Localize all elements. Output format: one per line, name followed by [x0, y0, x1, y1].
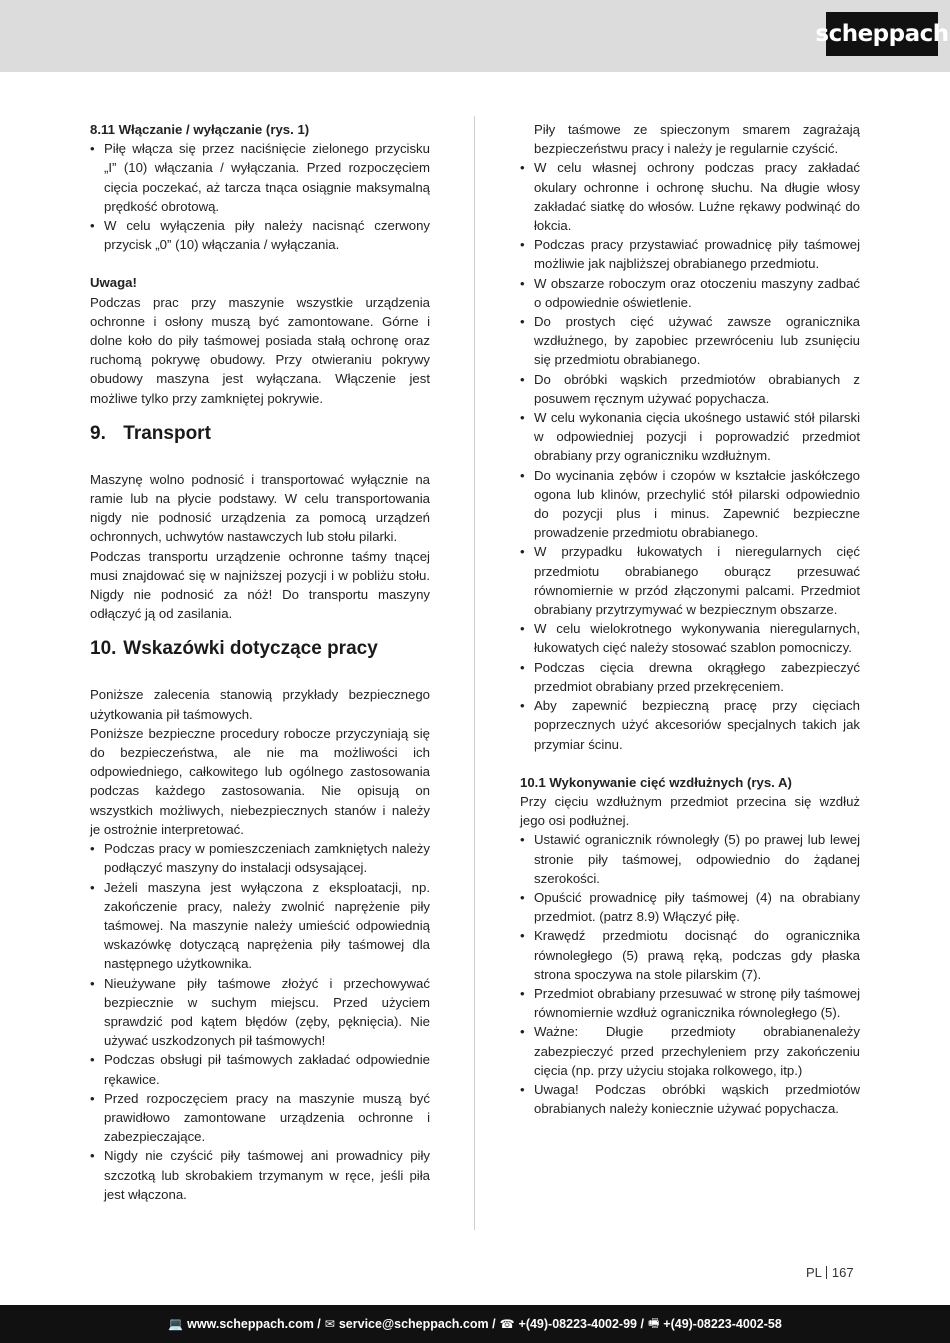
section-10-list — [90, 839, 430, 1204]
list-item: • W celu własnej ochrony podczas pracy zakładać okulary ochronne i ochronę słuchu. Na długie włosy zakładać siatkę do włosów. Luźne rękawy podwinąć do łokcia. — [520, 158, 860, 235]
list-item: • Opuścić prowadnicę piły taśmowej (4) na obrabiany przedmiot. (patrz 8.9) Włączyć piłę. — [520, 888, 860, 926]
section-10-1-list — [520, 830, 860, 1118]
list-item: • Do obróbki wąskich przedmiotów obrabianych z posuwem ręcznym używać popychacza. — [520, 370, 860, 408]
section-8-11-list — [90, 139, 430, 254]
list-item: • Przedmiot obrabiany przesuwać w stronę piły taśmowej równomiernie wzdłuż ogranicznika równoległego (5). — [520, 984, 860, 1022]
list-item: • Podczas cięcia drewna okrągłego zabezpieczyć przedmiot obrabiany przed przekręceniem. — [520, 658, 860, 696]
column-divider — [474, 116, 475, 1230]
computer-icon: 💻 — [168, 1317, 184, 1331]
list-item: • Podczas pracy przystawiać prowadnicę piły taśmowej możliwie jak najbliższej obrabianego przedmiotu. — [520, 235, 860, 273]
footer-bar — [0, 1305, 950, 1343]
footer-email[interactable]: service@scheppach.com / — [338, 1317, 496, 1331]
list-item: • Ustawić ogranicznik równoległy (5) po prawej lub lewej stronie piły taśmowej, odpowiednio do żądanej szerokości. — [520, 830, 860, 888]
paragraph: Piły taśmowe ze spieczonym smarem zagrażają bezpieczeństwu pracy i należy je regularnie czyścić. — [534, 122, 860, 157]
safety-list — [520, 158, 860, 753]
footer-fax: +(49)-08223-4002-58 — [663, 1317, 782, 1331]
list-item: • Ważne: Długie przedmioty obrabianenależy zabezpieczyć przed przechyleniem przy zakończeniu cięcia (np. przy użyciu stojaka rolkowego, itp.) — [520, 1022, 860, 1080]
paragraph: Poniższe bezpieczne procedury robocze przyczyniają się do bezpieczeństwa, ale nie ma możliwości ich odpowiedniego, całkowitego lub ogólnego zastosowania podczas każdego zastosowania. Nie opisują on wszystkich możliwych, niebezpiecznych stanów i należy je ostrożnie interpretować. — [90, 725, 430, 837]
list-item: • Nieużywane piły taśmowe złożyć i przechowywać bezpiecznie w suchym miejscu. Przed użyciem sprawdzić pod kątem błędów (zęby, pęknięcia). Nie używać uszkodzonych pił taśmowych! — [90, 974, 430, 1051]
section-title: Wskazówki dotyczące pracy — [123, 638, 378, 660]
list-item: • Uwaga! Podczas obróbki wąskich przedmiotów obrabianych należy koniecznie używać popychacza. — [520, 1080, 860, 1118]
list-item: • Nigdy nie czyścić piły taśmowej ani prowadnicy piły szczotką lub skrobakiem trzymanym w ręce, jeśli piła jest włączona. — [90, 1146, 430, 1204]
list-item: • W celu wykonania cięcia ukośnego ustawić stół pilarski w odpowiedniej pozycji i poprowadzić przedmiot obrabiany przy ograniczniku wzdłużnym. — [520, 408, 860, 466]
section-8-11-heading: 8.11 Włączanie / wyłączanie (rys. 1) — [90, 122, 310, 137]
list-item: • Do prostych cięć używać zawsze ogranicznika wzdłużnego, by zapobiec przewróceniu lub zsunięciu się przedmiotu obrabianego. — [520, 312, 860, 370]
list-item: • Podczas pracy w pomieszczeniach zamkniętych należy podłączyć maszyny do instalacji odsysającej. — [90, 839, 430, 877]
phone-icon: ☎ — [499, 1317, 515, 1331]
paragraph: Poniższe zalecenia stanowią przykłady bezpiecznego użytkowania pił taśmowych. — [90, 687, 430, 722]
footer-phone[interactable]: +(49)-08223-4002-99 / — [518, 1317, 644, 1331]
list-item: • W celu wyłączenia piły należy nacisnąć czerwony przycisk „0” (10) włączania / wyłączania. — [90, 216, 430, 254]
paragraph: Maszynę wolno podnosić i transportować wyłącznie na ramie lub na płycie podstawy. W celu transportowania nigdy nie podnosić urządzenia za pomocą urządzeń ochronnych, uchwytów nastawczych lub stołu pilarki. — [90, 471, 430, 545]
section-10-heading — [90, 637, 430, 661]
list-item: • Do wycinania zębów i czopów w kształcie jaskółczego ogona lub klinów, przechylić stół pilarski odpowiednio do pozycji plus i minus. Zapewnić bezpieczne prowadzenie przedmiotu obrabianego. — [520, 466, 860, 543]
section-9-heading — [90, 422, 430, 446]
section-number: 10. — [90, 638, 117, 660]
paragraph: Podczas transportu urządzenie ochronne taśmy tnącej musi znajdować się w najniższej pozycji i w pobliżu stołu. Nigdy nie podnosić za nóż! Do transportu maszyny odłączyć ją od zasilania. — [90, 548, 430, 622]
page-number — [806, 1265, 854, 1280]
mail-icon: ✉ — [324, 1317, 335, 1331]
right-column — [520, 120, 860, 1118]
list-item: • W obszarze roboczym oraz otoczeniu maszyny zadbać o odpowiednie oświetlenie. — [520, 274, 860, 312]
footer-website[interactable]: www.scheppach.com / — [187, 1317, 321, 1331]
page-number-value: 167 — [831, 1265, 854, 1280]
section-number: 9. — [90, 422, 106, 444]
section-10-1-heading: 10.1 Wykonywanie cięć wzdłużnych (rys. A) — [520, 774, 792, 790]
page-number-separator — [826, 1266, 827, 1279]
list-item: • Krawędź przedmiotu docisnąć do ogranicznika równoległego (5) prawą ręką, podczas gdy płaska strona spoczywa na stole pilarskim (7). — [520, 926, 860, 984]
header-bar — [0, 0, 950, 72]
list-item: • Piłę włącza się przez naciśnięcie zielonego przycisku „I” (10) włączania / wyłączania. Przed rozpoczęciem cięcia poczekać, aż tarcza tnąca osiągnie maksymalną prędkość obrotową. — [90, 139, 430, 216]
fax-icon: 🖷 — [647, 1315, 660, 1330]
list-item: • Jeżeli maszyna jest wyłączona z eksploatacji, np. zakończenie pracy, należy zwolnić naprężenie piły taśmowej. Na maszynie należy umieścić odpowiednią wskazówkę dotyczącą naprężenia piły taśmowej dla następnego użytkownika. — [90, 878, 430, 974]
section-title: Transport — [123, 422, 211, 444]
brand-logo: scheppach — [826, 12, 938, 56]
list-item: • Aby zapewnić bezpieczną pracę przy cięciach poprzecznych użyć akcesoriów specjalnych takich jak przymiar ścinu. — [520, 696, 860, 754]
left-column — [90, 120, 430, 1204]
note-heading: Uwaga! — [90, 275, 137, 291]
list-item: • Podczas obsługi pił taśmowych zakładać odpowiednie rękawice. — [90, 1050, 430, 1088]
list-item: • W przypadku łukowatych i nieregularnych cięć przedmiotu obrabianego oburącz przesuwać równomiernie w przód złączonymi palcami. Przedmiot obrabiany przytrzymywać w bezpiecznym obszarze. — [520, 542, 860, 619]
paragraph: Przy cięciu wzdłużnym przedmiot przecina się wzdłuż jego osi podłużnej. — [520, 793, 860, 829]
list-item: • Przed rozpoczęciem pracy na maszynie muszą być prawidłowo zamontowane urządzenia ochronne i zabezpieczające. — [90, 1089, 430, 1147]
language-code: PL — [806, 1265, 822, 1280]
list-item: • W celu wielokrotnego wykonywania nieregularnych, łukowatych cięć należy stosować szablon pomocniczy. — [520, 619, 860, 657]
note-text: Podczas prac przy maszynie wszystkie urządzenia ochronne i osłony muszą być zamontowane. Górne i dolne koło do piły taśmowej posiada stałą ochronę oraz ruchomą pokrywę obudowy. Przy otwieraniu pokrywy obudowy maszyna jest wyłączana. Włączenie jest możliwe tylko przy zamkniętej pokrywie. — [90, 294, 430, 406]
